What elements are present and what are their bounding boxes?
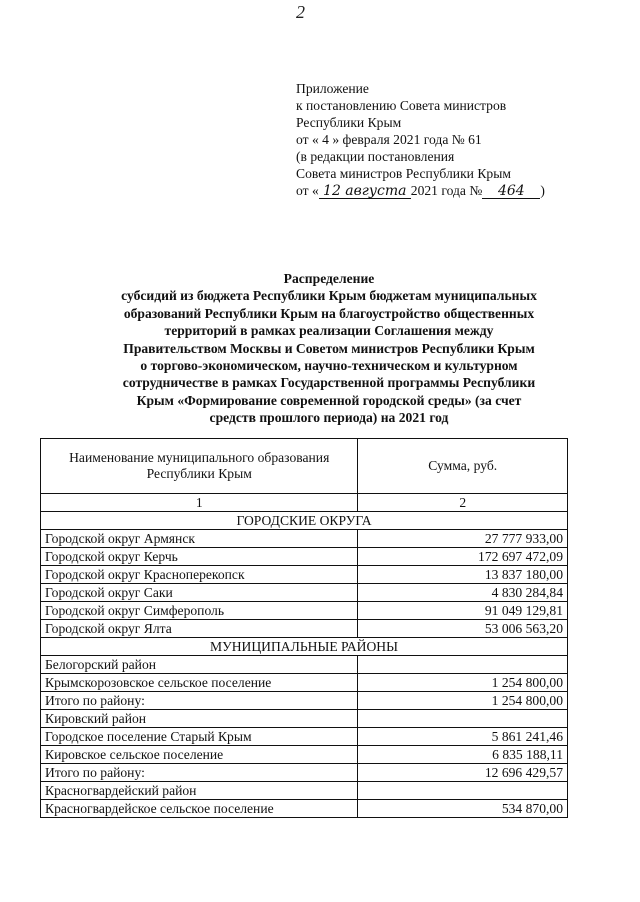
row-sum: 1 254 800,00 <box>358 674 568 692</box>
table-row <box>41 728 568 746</box>
row-name: Красногвардейское сельское поселение <box>41 800 358 818</box>
heading-line: субсидий из бюджета Республики Крым бюджетам муниципальных <box>121 288 537 304</box>
row-sum <box>358 656 568 674</box>
table-row <box>41 674 568 692</box>
row-sum: 12 696 429,57 <box>358 764 568 782</box>
appendix-line: Республики Крым <box>296 115 402 130</box>
row-name: Городской округ Саки <box>41 584 358 602</box>
table-row <box>41 602 568 620</box>
table-row <box>41 656 568 674</box>
section-row <box>41 638 568 656</box>
table-row <box>41 620 568 638</box>
row-sum: 172 697 472,09 <box>358 548 568 566</box>
page-number: 2 <box>296 2 305 22</box>
heading-line: средств прошлого периода) на 2021 год <box>209 410 449 426</box>
row-sum <box>358 710 568 728</box>
table-row <box>41 692 568 710</box>
table-header-row <box>41 439 568 494</box>
row-name: Городской округ Керчь <box>41 548 358 566</box>
row-name: Белогорский район <box>41 656 358 674</box>
row-name: Красногвардейский район <box>41 782 358 800</box>
handwritten-number: 464 <box>482 184 540 199</box>
heading-line: сотрудничестве в рамках Государственной программы Республики <box>122 375 536 391</box>
row-sum: 91 049 129,81 <box>358 602 568 620</box>
heading-line: Крым «Формирование современной городской среды» (за счет <box>136 392 522 408</box>
row-name: Итого по району: <box>41 764 358 782</box>
row-sum: 5 861 241,46 <box>358 728 568 746</box>
appendix-amendment-line <box>296 182 545 199</box>
heading-line: Правительством Москвы и Советом министров Республики Крым <box>123 340 535 356</box>
section-title: ГОРОДСКИЕ ОКРУГА <box>41 512 568 530</box>
heading-line: о торгово-экономическом, научно-техническом и культурном <box>140 358 518 374</box>
table-row <box>41 584 568 602</box>
row-name: Кировское сельское поселение <box>41 746 358 764</box>
column-number: 1 <box>41 494 358 512</box>
row-name: Итого по району: <box>41 692 358 710</box>
row-name: Городской округ Симферополь <box>41 602 358 620</box>
row-sum: 534 870,00 <box>358 800 568 818</box>
table-row <box>41 710 568 728</box>
appendix-line: (в редакции постановления <box>296 149 455 164</box>
amendment-suffix: ) <box>540 183 545 198</box>
appendix-line: Совета министров Республики Крым <box>296 166 511 181</box>
row-name: Кировский район <box>41 710 358 728</box>
row-sum <box>358 782 568 800</box>
table-row <box>41 566 568 584</box>
table-row <box>41 530 568 548</box>
row-name: Крымскорозовское сельское поселение <box>41 674 358 692</box>
row-sum: 13 837 180,00 <box>358 566 568 584</box>
appendix-line: от « 4 » февраля 2021 года № 61 <box>296 132 482 147</box>
column-number: 2 <box>358 494 568 512</box>
document-heading <box>44 270 614 427</box>
appendix-line: Приложение <box>296 81 369 96</box>
section-row <box>41 512 568 530</box>
row-sum: 4 830 284,84 <box>358 584 568 602</box>
header-municipality: Наименование муниципального образования Республики Крым <box>41 439 358 494</box>
amendment-middle: 2021 года № <box>410 183 483 198</box>
table-row <box>41 548 568 566</box>
row-name: Городской округ Ялта <box>41 620 358 638</box>
distribution-table <box>40 438 568 818</box>
table-row <box>41 800 568 818</box>
row-name: Городское поселение Старый Крым <box>41 728 358 746</box>
handwritten-date: 12 августа <box>319 184 411 199</box>
heading-line: образований Республики Крым на благоустройство общественных <box>123 305 535 321</box>
table-row <box>41 764 568 782</box>
section-title: МУНИЦИПАЛЬНЫЕ РАЙОНЫ <box>41 638 568 656</box>
row-sum: 1 254 800,00 <box>358 692 568 710</box>
row-sum: 27 777 933,00 <box>358 530 568 548</box>
appendix-block <box>296 80 545 199</box>
table-row <box>41 782 568 800</box>
amendment-prefix: от « <box>296 183 319 198</box>
appendix-line: к постановлению Совета министров <box>296 98 507 113</box>
row-sum: 6 835 188,11 <box>358 746 568 764</box>
heading-line: территорий в рамках реализации Соглашения между <box>164 323 494 339</box>
heading-line: Распределение <box>283 271 375 286</box>
table-row <box>41 746 568 764</box>
row-sum: 53 006 563,20 <box>358 620 568 638</box>
column-number-row <box>41 494 568 512</box>
row-name: Городской округ Армянск <box>41 530 358 548</box>
row-name: Городской округ Красноперекопск <box>41 566 358 584</box>
header-sum: Сумма, руб. <box>358 439 568 494</box>
